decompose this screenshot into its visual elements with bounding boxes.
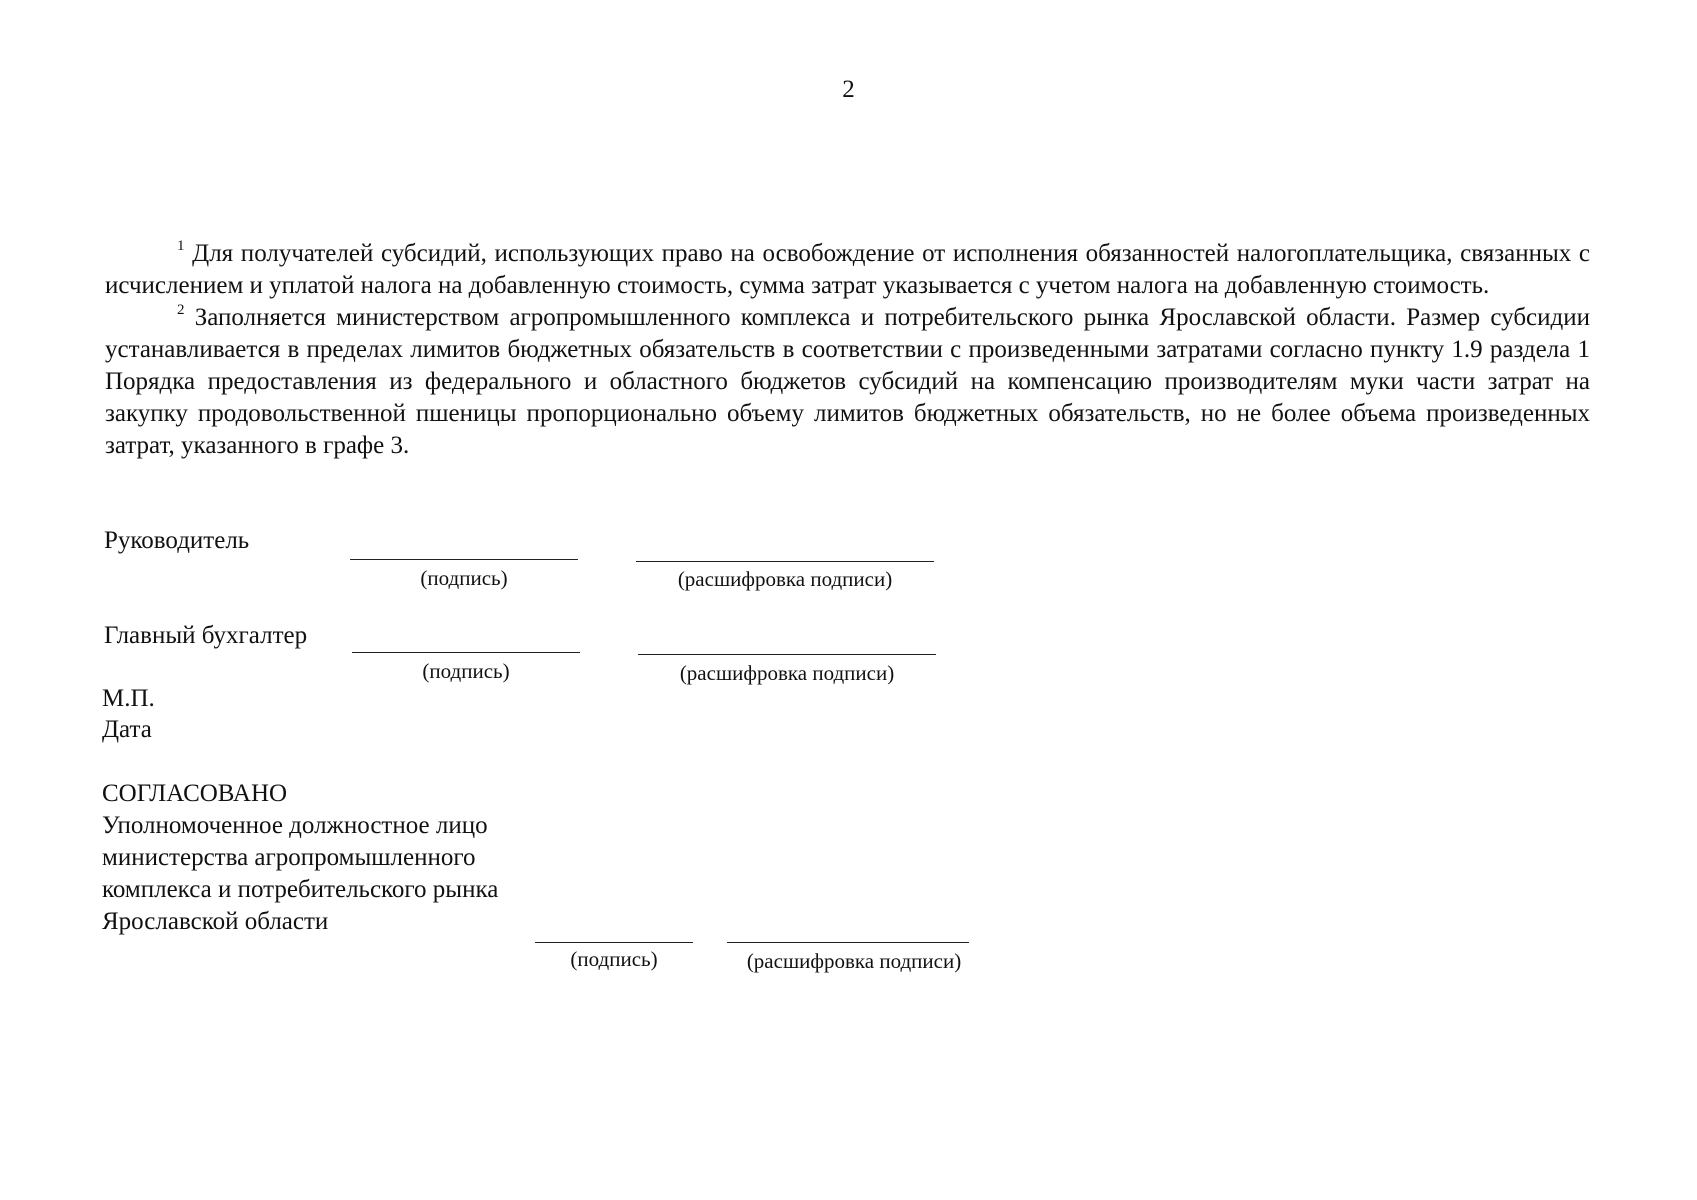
page-number: 2 xyxy=(842,76,855,103)
footnote-2 xyxy=(105,302,1590,462)
director-label: Руководитель xyxy=(104,527,250,554)
footnote-marker: 1 xyxy=(177,237,185,254)
approval-line: Ярославской области xyxy=(102,908,329,935)
director-signature-line xyxy=(350,559,578,560)
chief-accountant-signature-line xyxy=(352,652,580,653)
approval-line: комплекса и потребительского рынка xyxy=(102,876,499,903)
approval-line: Уполномоченное должностное лицо xyxy=(102,812,488,839)
approval-decode-caption: (расшифровка подписи) xyxy=(746,949,962,973)
footnote-1 xyxy=(105,238,1590,302)
chief-accountant-sign-caption: (подпись) xyxy=(422,659,510,683)
stamp-label: М.П. xyxy=(102,685,155,712)
approval-decode-line xyxy=(727,942,969,943)
footnote-text: Заполняется министерством агропромышленного комплекса и потребительского рынка Ярославской области. Размер субсидии устанавливается в пределах лимитов бюджетных обязательств в соответствии с произведенными затратами согласно пункту 1.9 раздела 1 Порядка предоставления из федерального и областного бюджетов субсидий на компенсацию производителям муки части затрат на закупку продовольственной пшеницы пропорционально объему лимитов бюджетных обязательств, но не более объема произведенных затрат, указанного в графе 3. xyxy=(105,304,1590,459)
footnote-text: Для получателей субсидий, использующих право на освобождение от исполнения обязанностей налогоплательщика, связанных с исчислением и уплатой налога на добавленную стоимость, сумма затрат указывается с учетом налога на добавленную стоимость. xyxy=(105,240,1590,299)
approval-block xyxy=(102,778,498,938)
chief-accountant-decode-line xyxy=(638,654,936,655)
director-decode-caption: (расшифровка подписи) xyxy=(677,567,893,591)
date-label: Дата xyxy=(102,716,152,743)
approval-signature-line xyxy=(535,942,693,943)
director-decode-line xyxy=(636,561,934,562)
director-sign-caption: (подпись) xyxy=(420,566,508,590)
footnote-marker: 2 xyxy=(177,301,185,318)
chief-accountant-label: Главный бухгалтер xyxy=(104,622,308,649)
approval-sign-caption: (подпись) xyxy=(570,947,658,971)
approval-line: министерства агропромышленного xyxy=(102,844,476,871)
chief-accountant-decode-caption: (расшифровка подписи) xyxy=(679,661,895,685)
footnotes-section xyxy=(105,238,1590,462)
approval-title: СОГЛАСОВАНО xyxy=(102,780,288,807)
